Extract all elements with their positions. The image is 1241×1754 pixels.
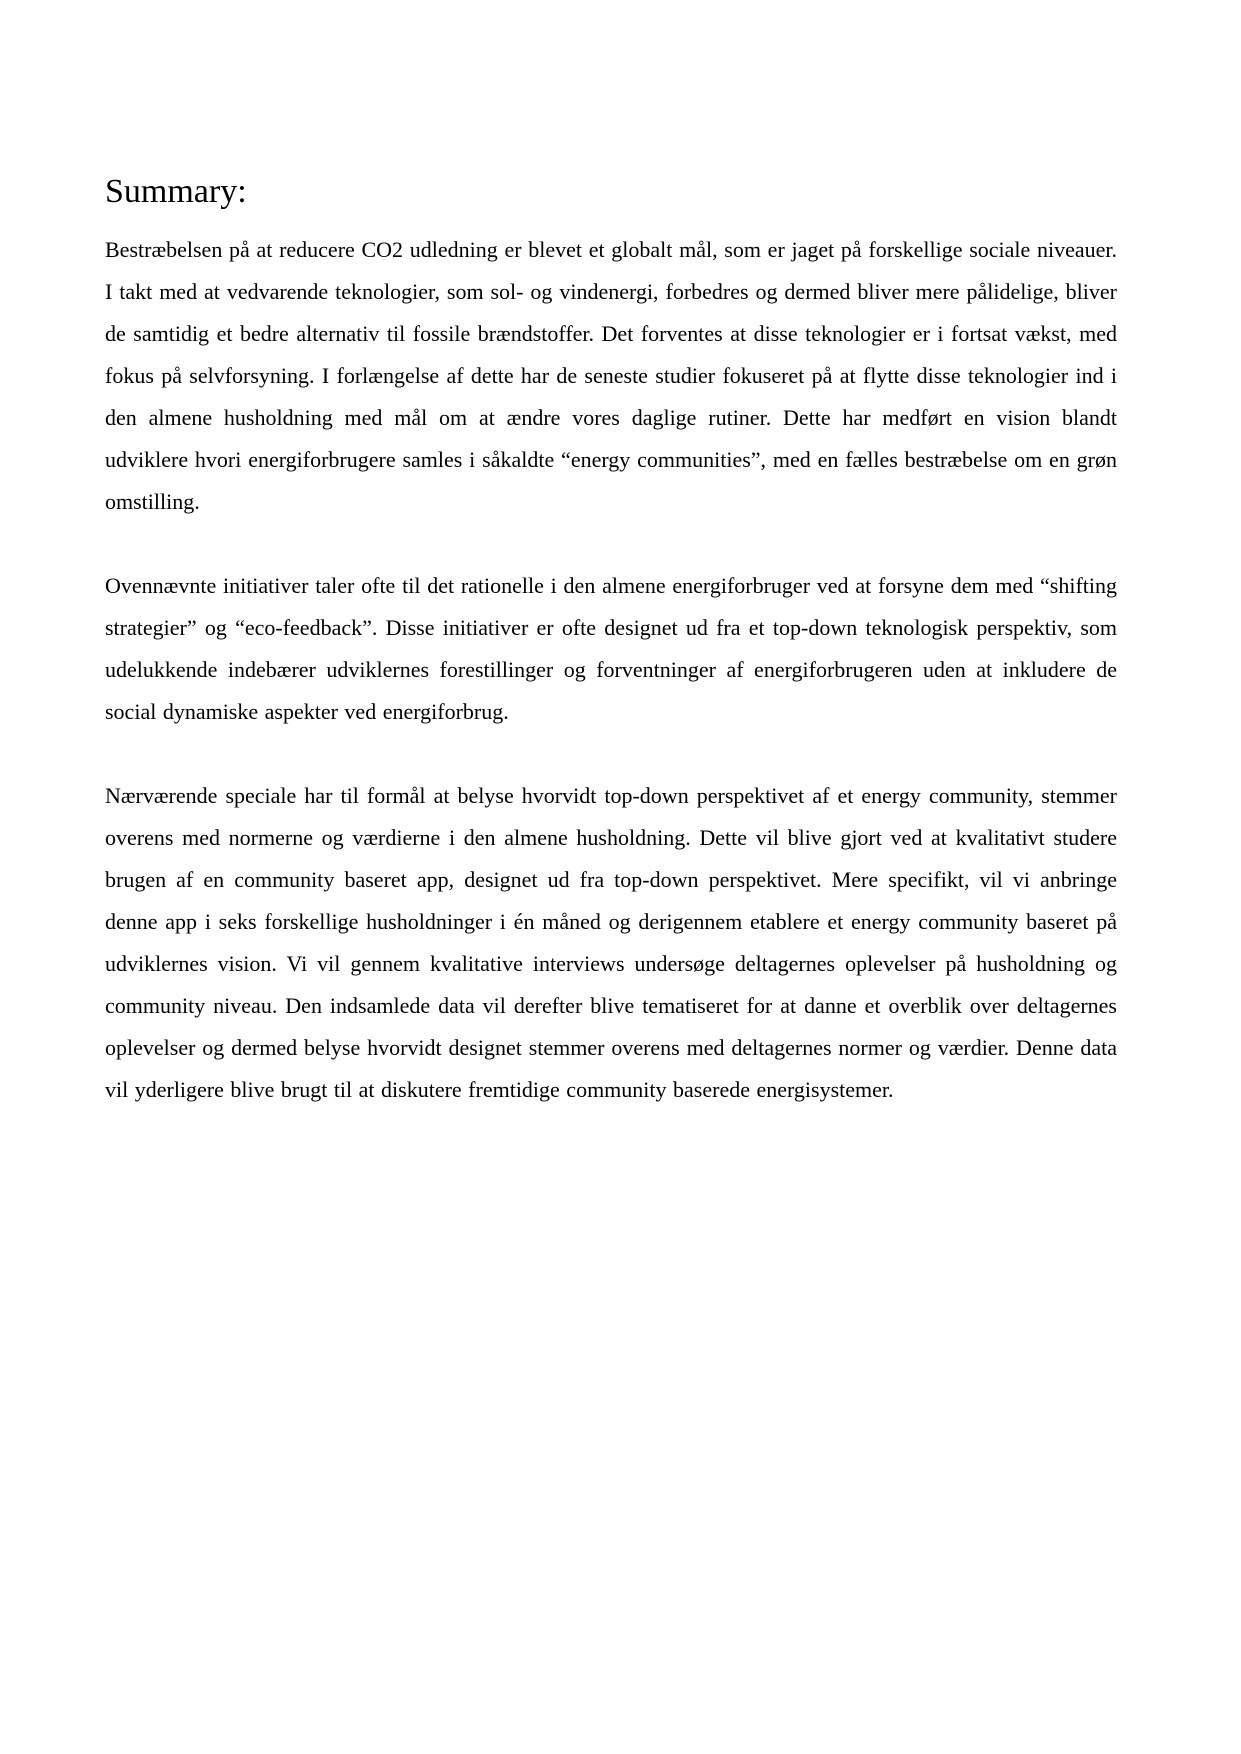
text-content <box>105 172 1117 1153</box>
paragraph-study-purpose: Nærværende speciale har til formål at belyse hvorvidt top-down perspektivet af et energy community, stemmer overens med normerne og værdierne i den almene husholdning. Dette vil blive gjort ved at kvalitativt studere brugen af en community baseret app, designet ud fra top-down perspektivet. Mere specifikt, vil vi anbringe denne app i seks forskellige husholdninger i én måned og derigennem etablere et energy community baseret på udviklernes vision. Vi vil gennem kvalitative interviews undersøge deltagernes oplevelser på husholdning og community niveau. Den indsamlede data vil derefter blive tematiseret for at danne et overblik over deltagernes oplevelser og dermed belyse hvorvidt designet stemmer overens med deltagernes normer og værdier. Denne data vil yderligere blive brugt til at diskutere fremtidige community baserede energisystemer. <box>105 782 1117 1102</box>
page-title: Summary: <box>105 173 247 210</box>
paragraph-initiatives: Ovennævnte initiativer taler ofte til det rationelle i den almene energiforbruger ved at forsyne dem med “shifting strategier” og “eco-feedback”. Disse initiativer er ofte designet ud fra et top-down teknologisk perspektiv, som udelukkende indebærer udviklernes forestillinger og forventninger af energiforbrugeren uden at inkludere de social dynamiske aspekter ved energiforbrug. <box>105 572 1117 724</box>
paragraph-intro: Bestræbelsen på at reducere CO2 udledning er blevet et globalt mål, som er jaget på forskellige sociale niveauer. I takt med at vedvarende teknologier, som sol- og vindenergi, forbedres og dermed bliver mere pålidelige, bliver de samtidig et bedre alternativ til fossile brændstoffer. Det forventes at disse teknologier er i fortsat vækst, med fokus på selvforsyning. I forlængelse af dette har de seneste studier fokuseret på at flytte disse teknologier ind i den almene husholdning med mål om at ændre vores daglige rutiner. Dette har medført en vision blandt udviklere hvori energiforbrugere samles i såkaldte “energy communities”, med en fælles bestræbelse om en grøn omstilling. <box>105 236 1117 514</box>
